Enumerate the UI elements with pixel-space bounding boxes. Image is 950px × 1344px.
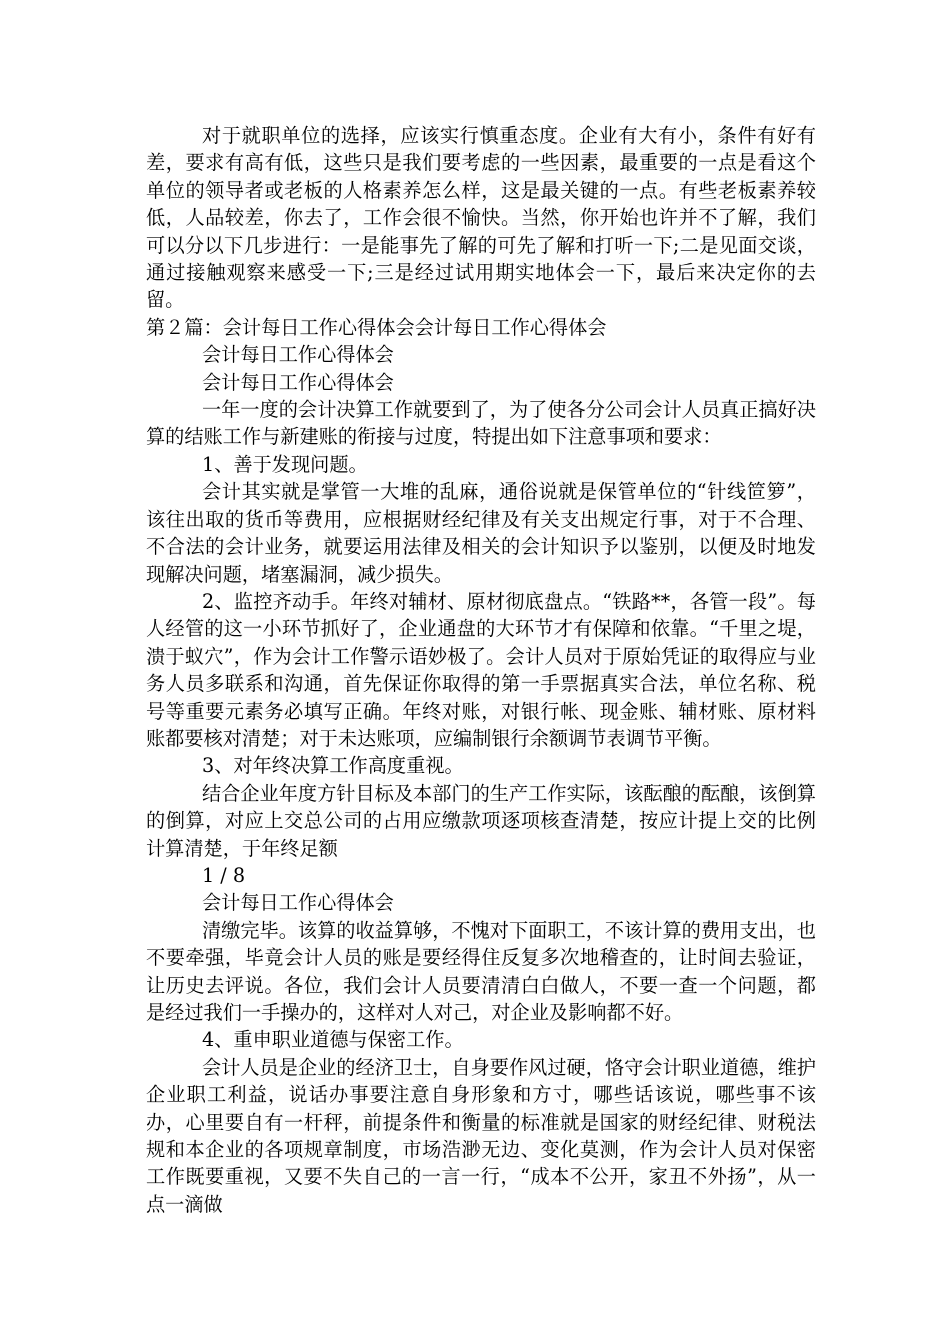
item-heading-1: 1、善于发现问题。: [202, 452, 368, 476]
paragraph-item-4: 会计人员是企业的经济卫士，自身要作风过硬，恪守会计职业道德，维护企业职工利益，说话办事要注意自身形象和方寸，哪些话该说，哪些事不该办，心里要自有一杆秤，前提条件和衡量的标准就是国家的财经纪律、财税法规和本企业的各项规章制度，市场浩渺无边、变化莫测，作为会计人员对保密工作既要重视，又要不失自己的一言一行，“成本不公开，家丑不外扬”，从一点一滴做: [146, 1055, 816, 1216]
subtitle: 会计每日工作心得体会: [202, 343, 394, 367]
paragraph-job-selection: 对于就职单位的选择，应该实行慎重态度。企业有大有小，条件有好有差，要求有高有低，这些只是我们要考虑的一些因素，最重要的一点是看这个单位的领导者或老板的人格素养怎么样，这是最关键的一点。有些老板素养较低，人品较差，你去了，工作会很不愉快。当然，你开始也许并不了解，我们可以分以下几步进行：一是能事先了解的可先了解和打听一下;二是见面交谈，通过接触观察来感受一下;三是经过试用期实地体会一下，最后来决定你的去留。: [146, 124, 816, 312]
paragraph-item-3-cont: 清缴完毕。该算的收益算够，不愧对下面职工，不该计算的费用支出，也不要牵强，毕竟会计人员的账是要经得住反复多次地稽查的，让时间去验证，让历史去评说。各位，我们会计人员要清清白白做人，不要一查一个问题，都是经过我们一手操办的，这样对人对己，对企业及影响都不好。: [146, 918, 816, 1024]
paragraph-item-1: 会计其实就是掌管一大堆的乱麻，通俗说就是保管单位的“针线笸箩”，该往出取的货币等费用，应根据财经纪律及有关支出规定行事，对于不合理、不合法的会计业务，就要运用法律及相关的会计知识予以鉴别，以便及时地发现解决问题，堵塞漏洞，减少损失。: [146, 480, 816, 586]
paragraph-item-2: 2、监控齐动手。年终对辅材、原材彻底盘点。“铁路**，各管一段”。每人经管的这一小环节抓好了，企业通盘的大环节才有保障和依靠。“千里之堤，溃于蚁穴”，作为会计工作警示语妙极了。会计人员对于原始凭证的取得应与业务人员多联系和沟通，首先保证你取得的第一手票据真实合法，单位名称、税号等重要元素务必填写正确。年终对账，对银行帐、现金账、辅材账、原材料账都要核对清楚；对于未达账项，应编制银行余额调节表调节平衡。: [146, 589, 816, 750]
page-number: 1 / 8: [202, 863, 246, 887]
document-page: [146, 122, 816, 1218]
paragraph-item-3: 结合企业年度方针目标及本部门的生产工作实际，该酝酿的酝酿，该倒算的倒算，对应上交总公司的占用应缴款项逐项核查清楚，按应计提上交的比例计算清楚，于年终足额: [146, 781, 816, 860]
subtitle: 会计每日工作心得体会: [202, 370, 394, 394]
section-heading: 第２篇：会计每日工作心得体会会计每日工作心得体会: [146, 315, 607, 339]
running-header: 会计每日工作心得体会: [202, 891, 394, 915]
paragraph-intro: 一年一度的会计决算工作就要到了，为了使各分公司会计人员真正搞好决算的结账工作与新建账的衔接与过度，特提出如下注意事项和要求：: [146, 398, 816, 449]
item-heading-3: 3、对年终决算工作高度重视。: [202, 754, 464, 778]
item-heading-4: 4、重申职业道德与保密工作。: [202, 1028, 464, 1052]
